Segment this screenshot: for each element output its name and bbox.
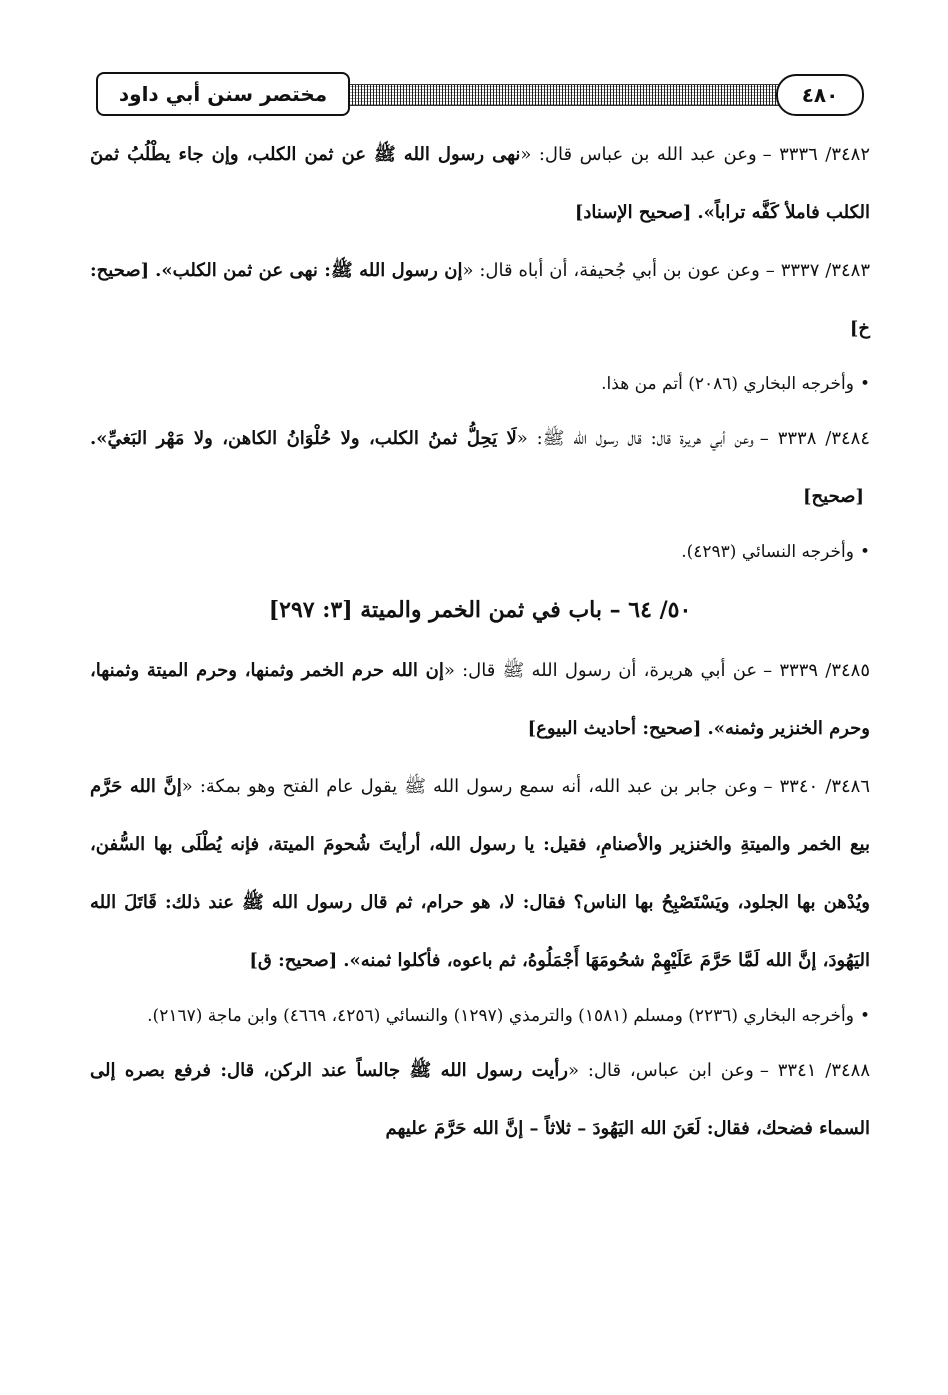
bullet-icon: • <box>859 542 870 562</box>
header-ornament-band <box>346 84 784 106</box>
hadith-grade: [صحيح: ق] <box>249 950 338 971</box>
hadith-intro: وعن ابن عباس، قال: « <box>567 1060 754 1081</box>
book-title: مختصر سنن أبي داود <box>96 72 350 116</box>
page-body <box>90 126 870 1158</box>
chapter-heading: ٥٠/ ٦٤ – باب في ثمن الخمر والميتة [٣: ٢٩٧] <box>268 597 692 623</box>
hadith-intro: وعن عبد الله بن عباس قال: « <box>520 144 757 165</box>
hadith-grade: [صحيح الإسناد] <box>574 202 692 223</box>
hadith-entry <box>90 242 870 358</box>
hadith-text: لَا يَحِلُّ ثمنُ الكلب، ولا حُلْوَانُ الكاهن، ولا مَهْر البَغيِّ». <box>90 428 517 449</box>
note-text: وأخرجه البخاري (٢٠٨٦) أتم من هذا. <box>601 374 854 394</box>
hadith-text: رأيت رسول الله ﷺ جالساً عند الركن، قال: فرفع بصره إلى السماء فضحك، فقال: لَعَنَ الله اليَهُودَ – ثلاثاً – إنَّ الله حَرَّمَ عليهم <box>90 1060 870 1139</box>
hadith-text: إن رسول الله ﷺ: نهى عن ثمن الكلب». <box>155 260 463 281</box>
hadith-entry <box>90 758 870 990</box>
hadith-number: ٣٤٨٦/ ٣٣٤٠ – <box>763 776 870 797</box>
hadith-text: إن الله حرم الخمر وثمنها، وحرم الميتة وثمنها، وحرم الخنزير وثمنه». <box>90 660 870 739</box>
takhrij-note <box>90 526 870 578</box>
note-text: وأخرجه البخاري (٢٢٣٦) ومسلم (١٥٨١) والترمذي (١٢٩٧) والنسائي (٤٢٥٦، ٤٦٦٩) وابن ماجة (٢١٦٧). <box>147 1006 854 1026</box>
hadith-number: ٣٤٨٥/ ٣٣٣٩ – <box>763 660 870 681</box>
note-text: وأخرجه النسائي (٤٢٩٣). <box>681 542 854 562</box>
hadith-number: ٣٤٨٨/ ٣٣٤١ – <box>759 1060 870 1081</box>
hadith-grade: [صحيح: أحاديث البيوع] <box>527 718 702 739</box>
hadith-intro: وعن جابر بن عبد الله، أنه سمع رسول الله ﷺ يقول عام الفتح وهو بمكة: « <box>181 776 758 797</box>
takhrij-note <box>90 990 870 1042</box>
hadith-entry <box>90 642 870 758</box>
hadith-number: ٣٤٨٣/ ٣٣٣٧ – <box>765 260 870 281</box>
page-header <box>96 70 864 118</box>
hadith-text: نهى رسول الله ﷺ عن ثمن الكلب، وإن جاء يطْلُبُ ثمنَ الكلب فاملأ كَفَّه تراباً». <box>90 144 870 223</box>
hadith-number: ٣٤٨٤/ ٣٣٣٨ – <box>759 428 870 449</box>
hadith-intro: وعن أبي هريرة قال: قال رسول الله ﷺ: « <box>516 428 754 449</box>
takhrij-note <box>90 358 870 410</box>
hadith-grade: [صحيح: خ] <box>90 260 870 339</box>
bullet-icon: • <box>859 374 870 394</box>
hadith-text: إنَّ الله حَرَّم بيع الخمر والميتةِ والخنزير والأصنامِ، فقيل: يا رسول الله، أرأيتَ شُحومَ الميتة، فإنه يُطْلَى بها السُّفن، ويُدْهن بها الجلود، ويَسْتَصْبِحُ بها الناس؟ فقال: لا، هو حرام، ثم قال رسول الله ﷺ عند ذلك: قَاتَلَ الله اليَهُودَ، إنَّ الله لَمَّا حَرَّمَ عَلَيْهِمْ شحُومَهَا أَجْمَلُوهُ، ثم باعوه، فأكلوا ثمنه». <box>90 776 870 971</box>
page-number: ٤٨٠ <box>776 74 864 116</box>
hadith-grade: [صحيح] <box>803 486 864 507</box>
hadith-entry <box>90 410 870 526</box>
hadith-entry <box>90 126 870 242</box>
bullet-icon: • <box>859 1006 870 1026</box>
hadith-number: ٣٤٨٢/ ٣٣٣٦ – <box>762 144 870 165</box>
hadith-intro: عن أبي هريرة، أن رسول الله ﷺ قال: « <box>443 660 758 681</box>
hadith-entry <box>90 1042 870 1158</box>
hadith-intro: وعن عون بن أبي جُحيفة، أن أباه قال: « <box>462 260 760 281</box>
